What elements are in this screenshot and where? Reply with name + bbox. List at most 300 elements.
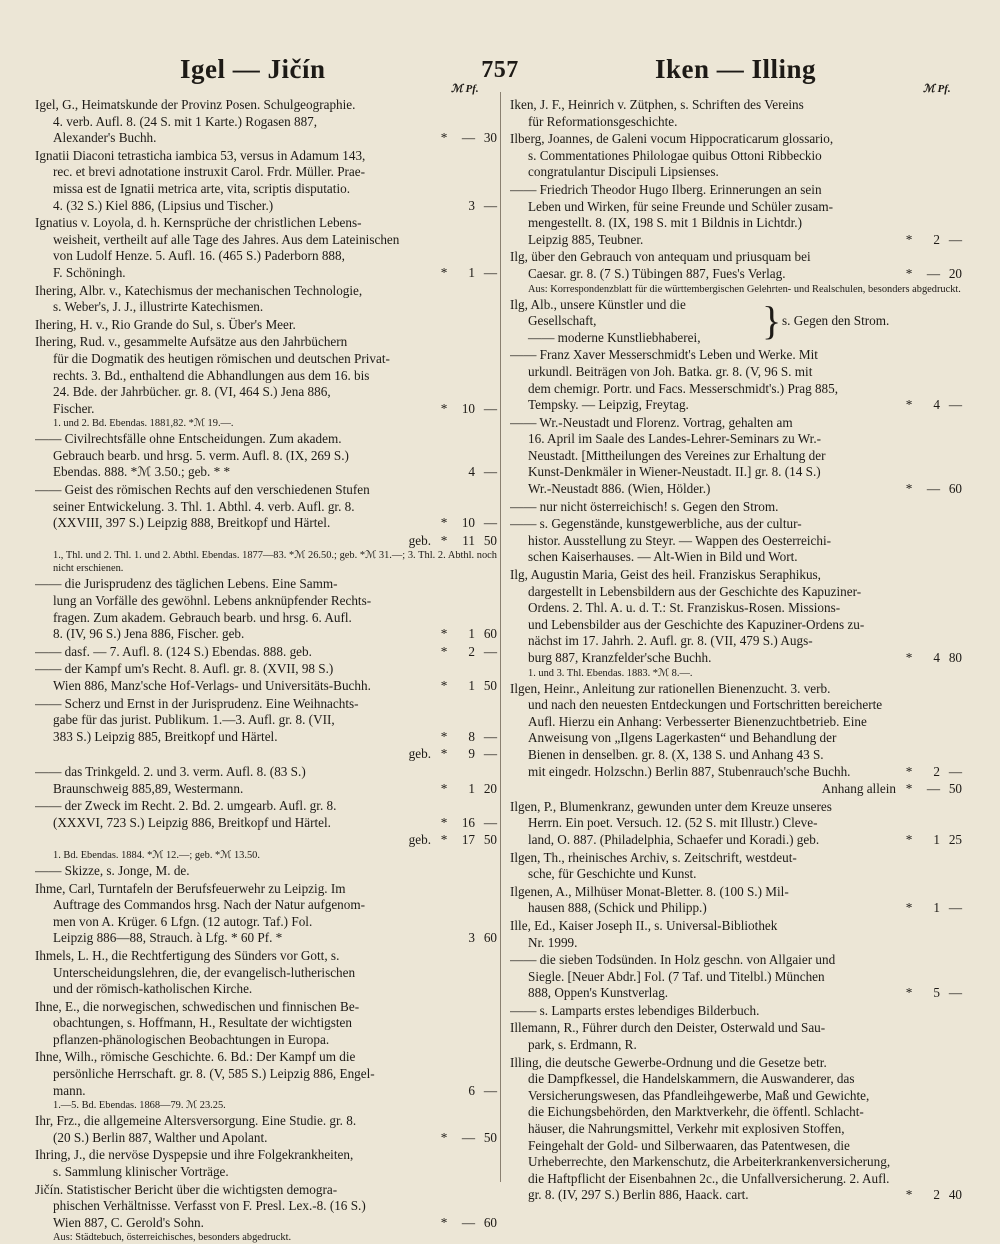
entry-line: 888, Oppen's Kunstverlag. [528, 985, 669, 1001]
entry-line: schen Kaiserhauses. — Alt-Wien in Bild und Wort. [528, 549, 798, 565]
entry-line: congratulantur Discipuli Lipsienses. [528, 164, 719, 180]
price-pfennig: — [483, 400, 497, 416]
price-mark: 10 [461, 400, 475, 416]
entry-line: Gebrauch bearb. und hrsg. 5. verm. Aufl. 8. (IX, 269 S.) [53, 447, 349, 463]
price-column [902, 266, 962, 283]
catalog-entry [510, 567, 962, 680]
right-column [510, 97, 962, 1204]
price-pfennig: 40 [948, 1187, 962, 1203]
price-pfennig: — [948, 397, 962, 413]
left-column [35, 97, 497, 1244]
entry-line: häuser, die Nahrungsmittel, Verkehr mit explosiven Stoffen, [528, 1121, 845, 1137]
price-mark: 1 [933, 900, 940, 916]
catalog-entry [510, 97, 962, 130]
net-price-star: * [440, 130, 448, 146]
entry-line: Leipzig 885, Teubner. [528, 231, 644, 247]
price-column [902, 1187, 962, 1204]
catalog-entry [510, 297, 962, 347]
net-price-star: * [440, 643, 448, 659]
catalog-entry [510, 516, 962, 566]
entry-line: Ihne, E., die norwegischen, schwedischen und finnischen Be- [35, 998, 360, 1014]
entry-line: nächst im 17. Jahrh. 2. Aufl. gr. 8. (VII, 479 S.) Augs- [528, 633, 813, 649]
catalog-entry [510, 799, 962, 849]
entry-line: men von A. Krüger. 6 Lfgn. (12 autogr. Taf.) Fol. [53, 913, 313, 929]
entry-line: Leben und Wirken, für seine Freunde und Schüler zusam- [528, 198, 834, 214]
entry-line: s. Weber's, J. J., illustrirte Katechismen. [53, 299, 264, 315]
catalog-entry [35, 746, 497, 763]
price-pfennig: 60 [483, 930, 497, 946]
catalog-entry [35, 948, 497, 998]
entry-line: —— die sieben Todsünden. In Holz geschn. von Allgaier und [510, 952, 836, 968]
catalog-entry [510, 499, 962, 516]
net-price-star: * [440, 746, 448, 762]
catalog-entry [35, 1182, 497, 1244]
entry-line: Ihne, Wilh., römische Geschichte. 6. Bd.: Der Kampf um die [35, 1049, 356, 1065]
entry-line: 4. verb. Aufl. 8. (24 S. mit 1 Karte.) Rogasen 887, [53, 113, 318, 129]
net-price-star: * [440, 264, 448, 280]
catalog-entry [35, 1049, 497, 1112]
price-mark: 16 [461, 814, 475, 830]
entry-line: —— Scherz und Ernst in der Jurisprudenz. Eine Weihnachts- [35, 695, 359, 711]
entry-line: und Lebensbilder aus der Geschichte des Kapuziner-Ordens zu- [528, 616, 865, 632]
price-column [437, 729, 497, 746]
entry-line: Illing, die deutsche Gewerbe-Ordnung und die Gesetze betr. [510, 1054, 827, 1070]
column-divider [500, 92, 501, 1182]
entry-note: 1. Bd. Ebendas. 1884. *ℳ 12.—; geb. *ℳ 13.50. [53, 849, 260, 861]
price-column [902, 650, 962, 667]
price-mark: 1 [468, 626, 475, 642]
price-pfennig: 60 [948, 481, 962, 497]
entry-line: Feingehalt der Gold- und Silberwaaren, das Patentwesen, die [528, 1137, 850, 1153]
entry-line: Ilgen, P., Blumenkranz, gewunden unter dem Kreuze unseres [510, 798, 832, 814]
price-mark: 2 [933, 1187, 940, 1203]
entry-line: Herrn. Ein poet. Versuch. 12. (52 S. mit Illustr.) Cleve- [528, 815, 818, 831]
price-mark: 1 [468, 264, 475, 280]
net-price-star: * [905, 231, 913, 247]
catalog-entry [35, 148, 497, 214]
price-column [902, 232, 962, 249]
catalog-entry [35, 431, 497, 481]
entry-line: Ihering, H. v., Rio Grande do Sul, s. Über's Meer. [35, 316, 296, 332]
entry-line: missa est de Ignatii metrica arte, vita, scriptis disputatio. [53, 180, 351, 196]
price-column [437, 626, 497, 643]
price-pfennig: 25 [948, 831, 962, 847]
entry-line: geb. [408, 832, 431, 848]
catalog-entry [35, 482, 497, 532]
price-mark: 1 [468, 780, 475, 796]
price-mark: — [926, 781, 940, 797]
price-mark: 3 [468, 930, 475, 946]
price-column [437, 678, 497, 695]
entry-line: —— der Kampf um's Recht. 8. Aufl. gr. 8. (XVII, 98 S.) [35, 661, 334, 677]
catalog-entry [510, 1020, 962, 1053]
entry-line: seiner Entwickelung. 3. Thl. 1. Abthl. 4. verb. Aufl. gr. 8. [53, 498, 355, 514]
entry-line: Leipzig 886—88, Strauch. à Lfg. * 60 Pf. * [53, 930, 283, 946]
net-price-star: * [905, 763, 913, 779]
currency-header-right: ℳ Pf. [923, 83, 951, 95]
price-mark: 4 [468, 464, 475, 480]
entry-line: Ihring, J., die nervöse Dyspepsie und ihre Folgekrankheiten, [35, 1147, 354, 1163]
entry-line: Ignatius v. Loyola, d. h. Kernsprüche der christlichen Lebens- [35, 215, 362, 231]
entry-line: Siegle. [Neuer Abdr.] Fol. (7 Taf. und Titelbl.) München [528, 968, 825, 984]
entry-line: Ilgenen, A., Milhüser Monat-Bletter. 8. (100 S.) Mil- [510, 883, 789, 899]
catalog-entry [35, 533, 497, 576]
entry-line: und nach den neuesten Entdeckungen und Fortschritten bereicherte [528, 697, 883, 713]
catalog-entry [510, 415, 962, 498]
catalog-entry [35, 863, 497, 880]
entry-line: Ilgen, Heinr., Anleitung zur rationellen Bienenzucht. 3. verb. [510, 680, 831, 696]
price-mark: 2 [933, 763, 940, 779]
price-pfennig: — [483, 464, 497, 480]
entry-line: Caesar. gr. 8. (7 S.) Tübingen 887, Fues's Verlag. [528, 265, 786, 281]
catalog-entry [510, 1055, 962, 1204]
entry-line: Wien 886, Manz'sche Hof-Verlags- und Universitäts-Buchh. [53, 678, 371, 693]
catalog-entry [510, 182, 962, 248]
entry-line: Illemann, R., Führer durch den Deister, Osterwald und Sau- [510, 1020, 826, 1036]
price-pfennig: 50 [483, 832, 497, 848]
price-column [437, 1083, 497, 1100]
catalog-entry [510, 249, 962, 295]
catalog-entry [35, 1113, 497, 1146]
entry-line: burg 887, Kranzfelder'sche Buchh. [528, 650, 712, 665]
entry-line: dem chemigr. Portr. und Facs. Messerschmidt's.) Prag 885, [528, 380, 839, 396]
catalog-entry [35, 644, 497, 661]
price-column [437, 930, 497, 947]
entry-line: pflanzen-phänologischen Beobachtungen in Europa. [53, 1031, 330, 1047]
entry-line: —— die Jurisprudenz des täglichen Lebens. Eine Samm- [35, 576, 338, 592]
entry-line: Ihering, Albr. v., Katechismus der mechanischen Technologie, [35, 282, 363, 298]
net-price-star: * [440, 780, 448, 796]
price-column [902, 832, 962, 849]
price-mark: 1 [933, 831, 940, 847]
catalog-entry [510, 850, 962, 883]
currency-header-left: ℳ Pf. [451, 83, 479, 95]
running-header-right: Iken — Illing [655, 54, 817, 84]
entry-line: Aufl. Hierzu ein Anhang: Verbesserter Bienenzuchtbetrieb. Eine [528, 713, 867, 729]
net-price-star: * [440, 515, 448, 531]
entry-note: 1. und 3. Thl. Ebendas. 1883. *ℳ 8.—. [528, 667, 693, 679]
catalog-entry [510, 131, 962, 181]
net-price-star: * [440, 678, 448, 693]
entry-line: histor. Ausstellung zu Steyr. — Wappen des Oesterreichi- [528, 532, 832, 548]
running-header-left: Igel — Jičín [180, 54, 326, 84]
price-mark: 5 [933, 985, 940, 1001]
price-column [437, 1130, 497, 1147]
entry-line: —— Civilrechtsfälle ohne Entscheidungen. Zum akadem. [35, 431, 342, 447]
price-column [437, 464, 497, 481]
entry-line: lung an Vorfälle des gewöhnl. Lebens anknüpfender Rechts- [53, 593, 372, 609]
entry-line: Versicherungswesen, das Pfandleihgewerbe, Maß und Gewichte, [528, 1087, 870, 1103]
entry-line: (XXVIII, 397 S.) Leipzig 888, Breitkopf und Härtel. [53, 515, 331, 531]
net-price-star: * [440, 1214, 448, 1230]
catalog-entry [35, 999, 497, 1049]
price-mark: 4 [933, 650, 940, 666]
price-column [902, 900, 962, 917]
entry-line: obachtungen, s. Hoffmann, H., Resultate der wichtigsten [53, 1015, 352, 1031]
catalog-entry [35, 1147, 497, 1180]
catalog-entry [35, 764, 497, 797]
catalog-entry [35, 317, 497, 334]
net-price-star: * [440, 814, 448, 830]
price-mark: 6 [468, 1082, 475, 1098]
net-price-star: * [905, 831, 913, 847]
entry-line: Gesellschaft, [528, 313, 597, 329]
price-mark: — [461, 1129, 475, 1145]
entry-line: Anweisung von „Ilgens Lagerkasten“ und Behandlung der [528, 730, 837, 746]
entry-line: 383 S.) Leipzig 885, Breitkopf und Härtel. [53, 728, 278, 744]
price-pfennig: — [483, 746, 497, 762]
brace-reference: s. Gegen den Strom. [782, 313, 890, 329]
entry-line: Ihr, Frz., die allgemeine Altersversorgung. Eine Studie. gr. 8. [35, 1113, 357, 1129]
price-mark: 2 [468, 643, 475, 659]
entry-line: Jičín. Statistischer Bericht über die wichtigsten demogra- [35, 1181, 338, 1197]
entry-line: Ille, Ed., Kaiser Joseph II., s. Universal-Bibliothek [510, 917, 778, 933]
entry-line: Ordens. 2. Thl. A. u. d. T.: St. Franziskus-Rosen. Missions- [528, 600, 841, 616]
entry-line: von Ludolf Henze. 5. Aufl. 16. (465 S.) Paderborn 888, [53, 248, 345, 264]
entry-line: mengestellt. 8. (IX, 198 S. mit 1 Bildnis in Lichtdr.) [528, 215, 802, 231]
entry-line: Bienen in denselben. gr. 8. (X, 138 S. und Anhang 43 S. [528, 746, 824, 762]
catalog-entry [510, 681, 962, 781]
price-mark: 2 [933, 231, 940, 247]
net-price-star: * [440, 728, 448, 744]
entry-line: (20 S.) Berlin 887, Walther und Apolant. [53, 1129, 268, 1145]
entry-line: phischen Verhältnisse. Verfasst von F. Presl. Lex.-8. (16 S.) [53, 1198, 366, 1214]
entry-line: für die Dogmatik des heutigen römischen und deutschen Privat- [53, 350, 390, 366]
entry-line: —— s. Gegenstände, kunstgewerbliche, aus der cultur- [510, 516, 802, 532]
entry-line: —— Skizze, s. Jonge, M. de. [35, 862, 190, 878]
entry-line: rechts. 3. Bd., enthaltend die Abhandlungen aus dem 16. bis [53, 367, 370, 383]
price-mark: 1 [468, 678, 475, 693]
entry-line: s. Commentationes Philologae quibus Ottoni Ribbeckio [528, 147, 822, 163]
entry-line: park, s. Erdmann, R. [528, 1037, 637, 1053]
price-pfennig: — [483, 515, 497, 531]
price-pfennig: — [948, 763, 962, 779]
catalog-entry [35, 97, 497, 147]
price-column [437, 832, 497, 849]
entry-line: Neustadt. [Mittheilungen des Vereines zur Erhaltung der [528, 447, 826, 463]
catalog-entry [510, 347, 962, 413]
price-pfennig: 50 [948, 781, 962, 797]
catalog-entry [35, 832, 497, 862]
price-mark: 11 [462, 532, 475, 548]
price-mark: — [461, 1214, 475, 1230]
entry-line: Ebendas. 888. *ℳ 3.50.; geb. * * [53, 464, 231, 480]
price-pfennig: — [483, 197, 497, 213]
price-mark: 10 [461, 515, 475, 531]
price-mark: 4 [933, 397, 940, 413]
catalog-entry [510, 781, 962, 798]
entry-line: Braunschweig 885,89, Westermann. [53, 780, 244, 796]
entry-note: Aus: Städtebuch, österreichisches, besonders abgedruckt. [53, 1232, 292, 1244]
entry-line: Wr.-Neustadt 886. (Wien, Hölder.) [528, 481, 711, 497]
entry-line: gr. 8. (IV, 297 S.) Berlin 886, Haack. cart. [528, 1187, 749, 1203]
entry-line: Wien 887, C. Gerold's Sohn. [53, 1214, 204, 1230]
entry-line: —— dasf. — 7. Aufl. 8. (124 S.) Ebendas. 888. geb. [35, 643, 312, 659]
entry-note: 1. und 2. Bd. Ebendas. 1881,82. *ℳ 19.—. [53, 418, 234, 430]
price-column [437, 401, 497, 418]
entry-line: sche, für Geschichte und Kunst. [528, 866, 697, 882]
entry-line: 4. (32 S.) Kiel 886, (Lipsius und Tischer.) [53, 197, 274, 213]
price-pfennig: 20 [483, 780, 497, 796]
entry-line: F. Schöningh. [53, 264, 126, 280]
entry-line: Iken, J. F., Heinrich v. Zütphen, s. Schriften des Vereins [510, 97, 804, 112]
entry-line: rec. et brevi adnotatione instruxit Carol. Frdr. Müller. Prae- [53, 164, 366, 180]
entry-line: Auftrage des Commandos hrsg. Nach der Natur aufgenom- [53, 897, 366, 913]
entry-line: Ihme, Carl, Turntafeln der Berufsfeuerwehr zu Leipzig. Im [35, 880, 346, 896]
entry-line: Ilg, über den Gebrauch von antequam und priusquam bei [510, 249, 811, 265]
entry-line: geb. [408, 746, 431, 762]
entry-line: die Dampfkessel, die Handelskammern, die Auswanderer, das [528, 1071, 855, 1087]
entry-line: Ihmels, L. H., die Rechtfertigung des Sünders vor Gott, s. [35, 947, 340, 963]
entry-line: —— das Trinkgeld. 2. und 3. verm. Aufl. 8. (83 S.) [35, 763, 306, 779]
net-price-star: * [905, 397, 913, 413]
price-pfennig: 50 [483, 678, 497, 693]
entry-line: —— der Zweck im Recht. 2. Bd. 2. umgearb. Aufl. gr. 8. [35, 798, 337, 814]
net-price-star: * [905, 985, 913, 1001]
price-mark: 8 [468, 728, 475, 744]
entry-note: Aus: Korrespondenzblatt für die württembergischen Gelehrten- und Realschulen, besonders abgedruckt. [528, 283, 961, 295]
net-price-star: * [440, 1129, 448, 1145]
price-pfennig: — [483, 1082, 497, 1098]
price-pfennig: 60 [483, 1214, 497, 1230]
price-column [437, 265, 497, 282]
entry-line: für Reformationsgeschichte. [528, 113, 678, 129]
price-mark: — [461, 130, 475, 146]
entry-line: —— Friedrich Theodor Hugo Ilberg. Erinnerungen an sein [510, 181, 822, 197]
entry-line: —— s. Lamparts erstes lebendiges Bilderbuch. [510, 1002, 760, 1018]
entry-line: —— Wr.-Neustadt und Florenz. Vortrag, gehalten am [510, 414, 793, 430]
net-price-star: * [905, 781, 913, 797]
catalog-entry [35, 798, 497, 831]
entry-line: Fischer. [53, 400, 95, 416]
entry-line: —— nur nicht österreichisch! s. Gegen den Strom. [510, 498, 779, 514]
entry-line: mann. [53, 1082, 86, 1098]
entry-line: Ignatii Diaconi tetrasticha iambica 53, versus in Adamum 143, [35, 147, 366, 163]
price-pfennig: — [948, 985, 962, 1001]
entry-line: 24. Bde. der Jahrbücher. gr. 8. (VI, 464 S.) Jena 886, [53, 384, 331, 400]
price-column [437, 198, 497, 215]
price-pfennig: — [483, 264, 497, 280]
price-column [437, 130, 497, 147]
price-pfennig: — [948, 231, 962, 247]
catalog-entry [510, 1003, 962, 1020]
entry-line: weisheit, vertheilt auf alle Tage des Jahres. Aus dem Lateinischen [53, 231, 400, 247]
page-number: 757 [481, 57, 519, 83]
price-pfennig: 20 [948, 265, 962, 281]
entry-line: geb. [408, 532, 431, 548]
entry-line: persönliche Herrschaft. gr. 8. (V, 585 S.) Leipzig 886, Engel- [53, 1066, 375, 1082]
entry-line: Alexander's Buchh. [53, 130, 157, 146]
catalog-entry [35, 215, 497, 281]
catalog-entry [35, 576, 497, 642]
price-pfennig: 60 [483, 626, 497, 642]
catalog-entry [35, 881, 497, 947]
entry-line: Ihering, Rud. v., gesammelte Aufsätze aus den Jahrbüchern [35, 334, 348, 350]
net-price-star: * [440, 532, 448, 548]
price-column [902, 781, 962, 798]
price-mark: 3 [468, 197, 475, 213]
price-pfennig: 80 [948, 650, 962, 666]
entry-line: Ilg, Alb., unsere Künstler und die [510, 296, 686, 312]
net-price-star: * [440, 626, 448, 642]
entry-line: s. Sammlung klinischer Vorträge. [53, 1164, 229, 1180]
price-column [902, 985, 962, 1002]
net-price-star: * [905, 481, 913, 497]
net-price-star: * [905, 265, 913, 281]
price-mark: — [926, 265, 940, 281]
catalog-entry [510, 918, 962, 951]
entry-line: —— Geist des römischen Rechts auf den verschiedenen Stufen [35, 482, 370, 498]
entry-line: Ilgen, Th., rheinisches Archiv, s. Zeitschrift, westdeut- [510, 849, 797, 865]
price-pfennig: 50 [483, 532, 497, 548]
entry-line: dargestellt in Lebensbildern aus der Geschichte des Kapuziner- [528, 583, 862, 599]
price-pfennig: — [483, 643, 497, 659]
entry-line: Anhang allein [821, 781, 896, 797]
brace-symbol: } [762, 297, 782, 343]
price-column [902, 764, 962, 781]
price-column [437, 644, 497, 661]
catalog-entry [35, 661, 497, 694]
entry-line: fragen. Zum akadem. Gebrauch bearb. und hrsg. 6. Aufl. [53, 609, 352, 625]
price-mark: 17 [461, 832, 475, 848]
entry-line: und der römisch-katholischen Kirche. [53, 981, 253, 997]
entry-note: 1.—5. Bd. Ebendas. 1868—79. ℳ 23.25. [53, 1100, 226, 1112]
entry-line: gabe für das jurist. Publikum. 1.—3. Aufl. gr. 8. (VII, [53, 712, 335, 728]
entry-line: (XXXVI, 723 S.) Leipzig 886, Breitkopf und Härtel. [53, 814, 331, 830]
price-mark: 9 [468, 746, 475, 762]
entry-line: hausen 888, (Schick und Philipp.) [528, 900, 707, 916]
price-column [437, 533, 497, 550]
entry-line: 16. April im Saale des Landes-Lehrer-Seminars zu Wr.- [528, 431, 822, 447]
net-price-star: * [905, 900, 913, 916]
price-column [902, 397, 962, 414]
entry-line: urkundl. Beiträgen von Joh. Batka. gr. 8. (V, 96 S. mit [528, 363, 813, 379]
entry-line: Igel, G., Heimatskunde der Provinz Posen. Schulgeographie. [35, 97, 356, 112]
catalog-entry [35, 696, 497, 746]
entry-line: Urheberrechte, den Markenschutz, die Arbeiterkrankenversicherung, [528, 1154, 891, 1170]
net-price-star: * [440, 400, 448, 416]
entry-line: Nr. 1999. [528, 934, 578, 950]
price-column [437, 1215, 497, 1232]
entry-line: —— Franz Xaver Messerschmidt's Leben und Werke. Mit [510, 347, 818, 363]
entry-line: Unterscheidungslehren, die, der evangelisch-lutherischen [53, 964, 356, 980]
price-pfennig: — [948, 900, 962, 916]
entry-line: die Eichungsbehörden, den Marktverkehr, die öffentl. Schlacht- [528, 1104, 864, 1120]
price-pfennig: — [483, 728, 497, 744]
entry-line: land, O. 887. (Philadelphia, Schaefer und Koradi.) geb. [528, 831, 820, 847]
price-column [902, 481, 962, 498]
entry-line: —— moderne Kunstliebhaberei, [528, 329, 701, 345]
price-pfennig: 50 [483, 1129, 497, 1145]
entry-line: Tempsky. — Leipzig, Freytag. [528, 397, 689, 413]
price-pfennig: — [483, 814, 497, 830]
entry-line: Kunst-Denkmäler in Wiener-Neustadt. II.] gr. 8. (14 S.) [528, 464, 821, 480]
catalog-entry [510, 952, 962, 1002]
price-column [437, 815, 497, 832]
net-price-star: * [905, 650, 913, 666]
price-column [437, 746, 497, 763]
price-mark: — [926, 481, 940, 497]
price-pfennig: 30 [483, 130, 497, 146]
catalog-entry [35, 334, 497, 430]
net-price-star: * [905, 1187, 913, 1203]
price-column [437, 515, 497, 532]
entry-line: Ilg, Augustin Maria, Geist des heil. Franziskus Seraphikus, [510, 567, 821, 583]
catalog-entry [35, 283, 497, 316]
entry-line: Ilberg, Joannes, de Galeni vocum Hippocraticarum glossario, [510, 131, 834, 147]
catalog-entry [510, 884, 962, 917]
entry-line: 8. (IV, 96 S.) Jena 886, Fischer. geb. [53, 626, 245, 642]
